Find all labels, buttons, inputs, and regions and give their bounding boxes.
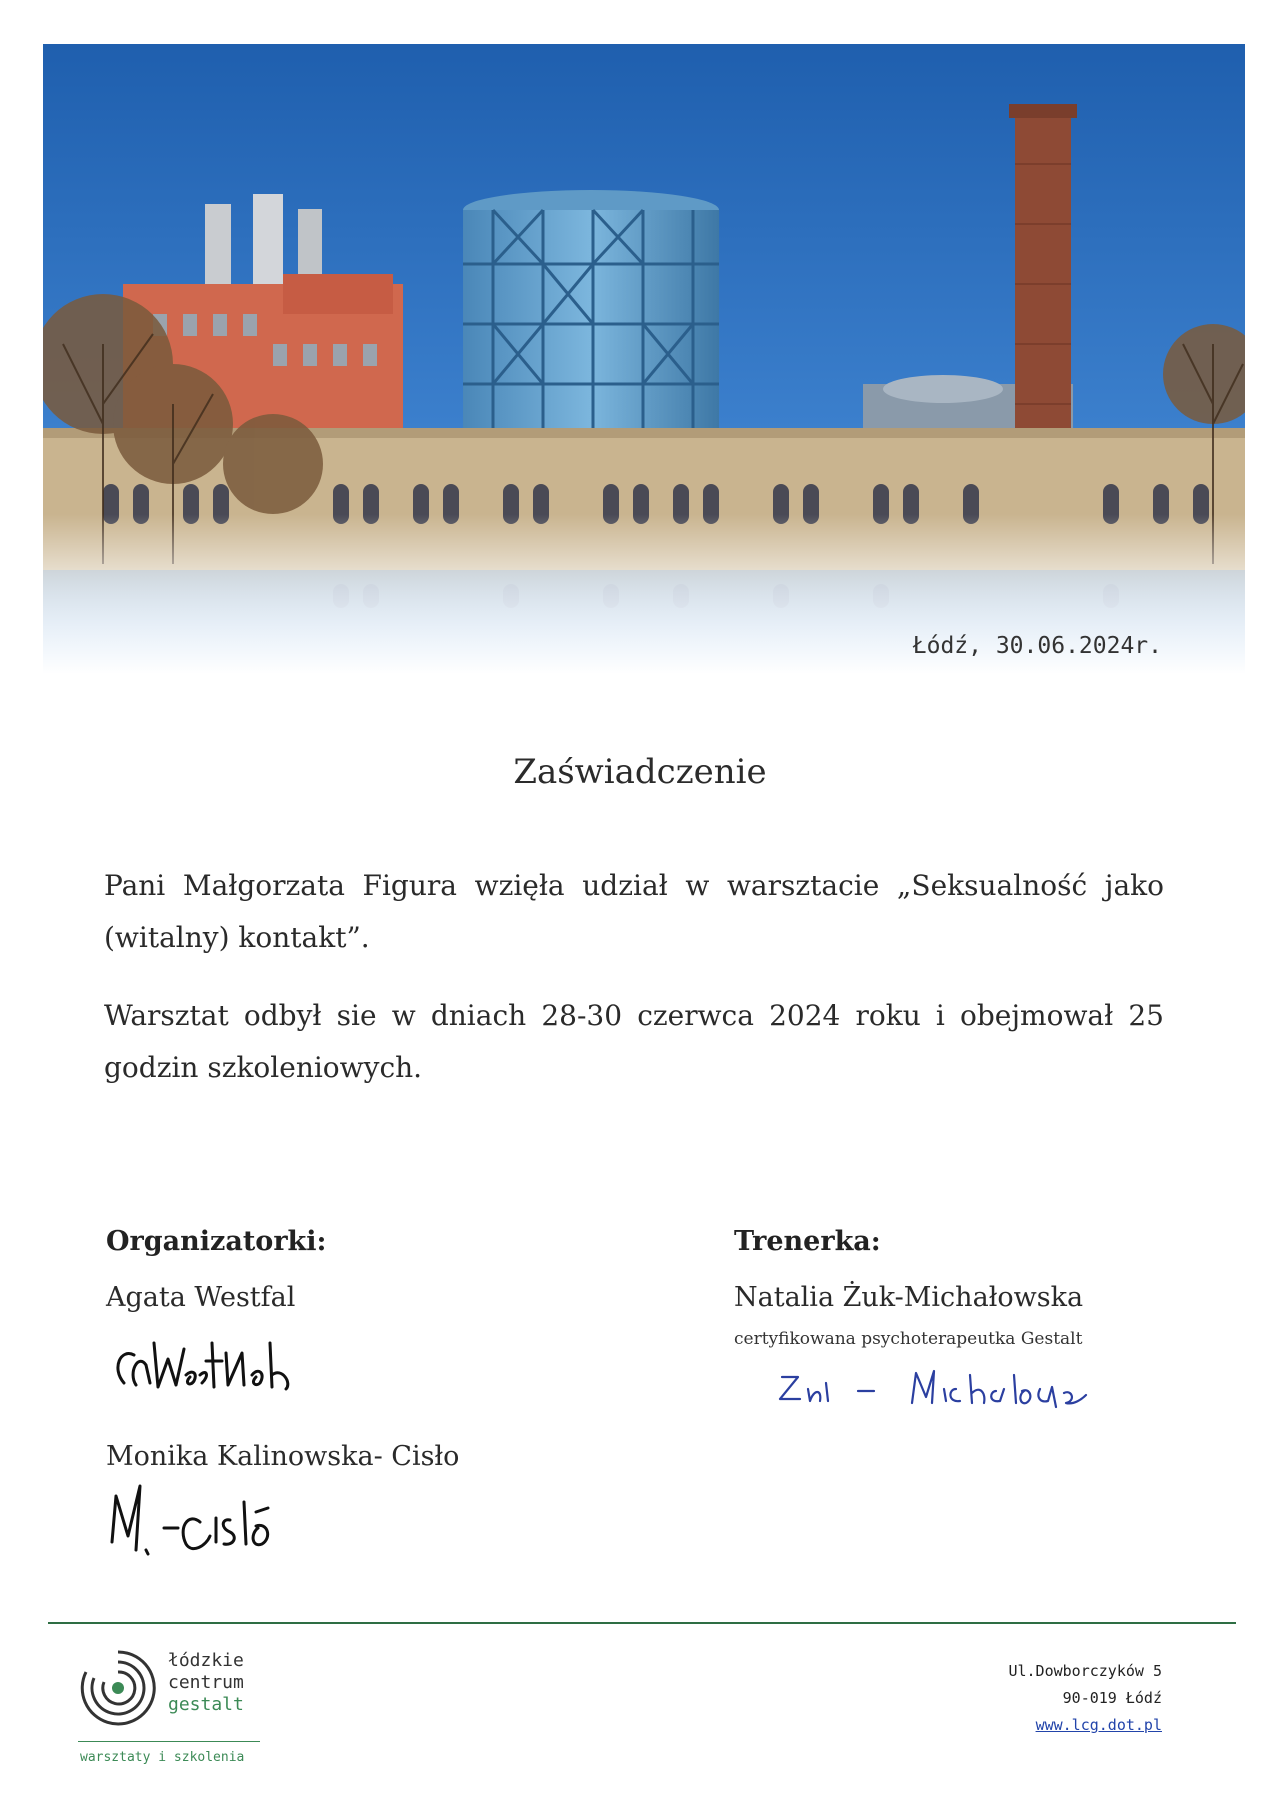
trainer-signature: [734, 1349, 1114, 1419]
logo-divider: [78, 1741, 260, 1742]
address-street: Ul.Dowborczyków 5: [1008, 1662, 1162, 1680]
website-link[interactable]: www.lcg.dot.pl: [1035, 1716, 1162, 1734]
workshop-details-paragraph: Warsztat odbył sie w dniach 28-30 czerwca 2024 roku i obejmował 25 godzin szkoleniowych.: [104, 999, 1164, 1084]
footer-divider: [48, 1622, 1236, 1624]
organizer-name: Agata Westfal: [106, 1282, 296, 1313]
logo-line: łódzkie: [168, 1650, 244, 1671]
organizer-signature: [106, 1313, 326, 1413]
trainer-heading: Trenerka:: [734, 1226, 881, 1257]
gestalt-spiral-logo-icon: [78, 1648, 158, 1728]
trainer-section: [734, 1226, 1214, 1419]
trainer-name: Natalia Żuk-Michałowska: [734, 1282, 1084, 1313]
page-title: Zaświadczenie: [513, 752, 767, 792]
address-city: 90-019 Łódź: [1062, 1689, 1162, 1707]
tagline: warsztaty i szkolenia: [80, 1750, 245, 1765]
logo-line: centrum: [168, 1672, 244, 1693]
organizer-signature: [106, 1472, 306, 1572]
logo-line: gestalt: [168, 1694, 244, 1715]
logo-wordmark: [168, 1650, 244, 1716]
header-photo: [43, 44, 1245, 674]
organizers-section: [106, 1226, 606, 1572]
trainer-role: certyfikowana psychoterapeutka Gestalt: [734, 1329, 1083, 1349]
organizers-heading: Organizatorki:: [106, 1226, 327, 1257]
document-date: Łódź, 30.06.2024r.: [912, 633, 1162, 659]
address-block: [1008, 1658, 1162, 1739]
organizer-name: Monika Kalinowska- Cisło: [106, 1441, 460, 1472]
participation-paragraph: Pani Małgorzata Figura wzięła udział w warsztacie „Seksualność jako (witalny) kontakt”.: [104, 869, 1164, 954]
